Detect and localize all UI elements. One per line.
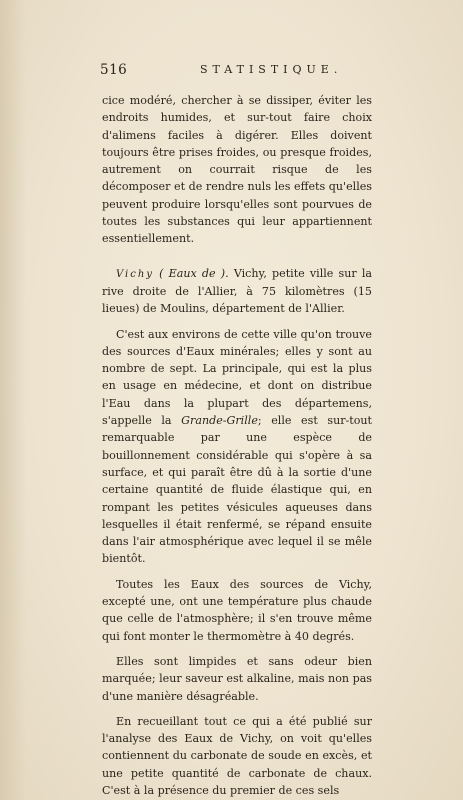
page-number: 516 [100, 62, 128, 78]
entry-headword-paren: ( Eaux de ). [159, 266, 229, 280]
entry-location-text: Vichy, petite ville sur la rive droite de l'Allier, à 75 kilomètres (15 lieues) de Moulins, département de l'Allier. [102, 266, 373, 316]
grande-grille-name: Grande-Grille [181, 414, 258, 428]
paragraph-temperature: Toutes les Eaux des sources de Vichy, excepté une, ont une température plus chaude que celle de l'atmosphère; il s'en trouve même qui font monter le thermomètre à 40 degrés. [102, 577, 372, 643]
paragraph-properties: Elles sont limpides et sans odeur bien marquée; leur saveur est alkaline, mais non pas d'une manière désagréable. [102, 654, 372, 703]
page-gutter-shadow [0, 0, 26, 800]
sources-text-a: C'est aux environs de cette ville qu'on trouve des sources d'Eaux minérales; elles y sont au nombre de sept. La principale, qui est la plus en usage en médecine, et dont on distribue l'Eau dans la plupart des départemens, s'appelle la [102, 327, 372, 428]
page-body [102, 92, 372, 799]
entry-headword: Vichy [116, 268, 154, 280]
paragraph-vichy-entry [102, 265, 372, 318]
paragraph-regimen: cice modéré, chercher à se dissiper, éviter les endroits humides, et sur-tout faire choix d'alimens faciles à digérer. Elles doivent toujours être prises froides, ou presque froides, autrement on courrait risque de les décomposer et de rendre nuls les effets qu'elles peuvent produire lorsqu'elles sont pourvues de toutes les substances qui leur appartiennent essentiellement. [102, 94, 372, 246]
paragraph-sources [102, 326, 372, 568]
paragraph-analysis: En recueillant tout ce qui a été publié sur l'analyse des Eaux de Vichy, on voit qu'elles contiennent du carbonate de soude en excès, et une petite quantité de carbonate de chaux. C'est à la présence du premier de ces sels [102, 714, 372, 797]
running-title: STATISTIQUE. [200, 63, 343, 76]
sources-text-b: ; elle est sur-tout remarquable par une espèce de bouillonnement considérable qui s'opère à sa surface, et qui paraît être dû à la sortie d'une certaine quantité de fluide élastique qui, en rompant les petites vésicules aqueuses dans lesquelles il était renfermé, se répand ensuite dans l'air atmosphérique avec lequel il se mêle bientôt. [102, 414, 373, 566]
